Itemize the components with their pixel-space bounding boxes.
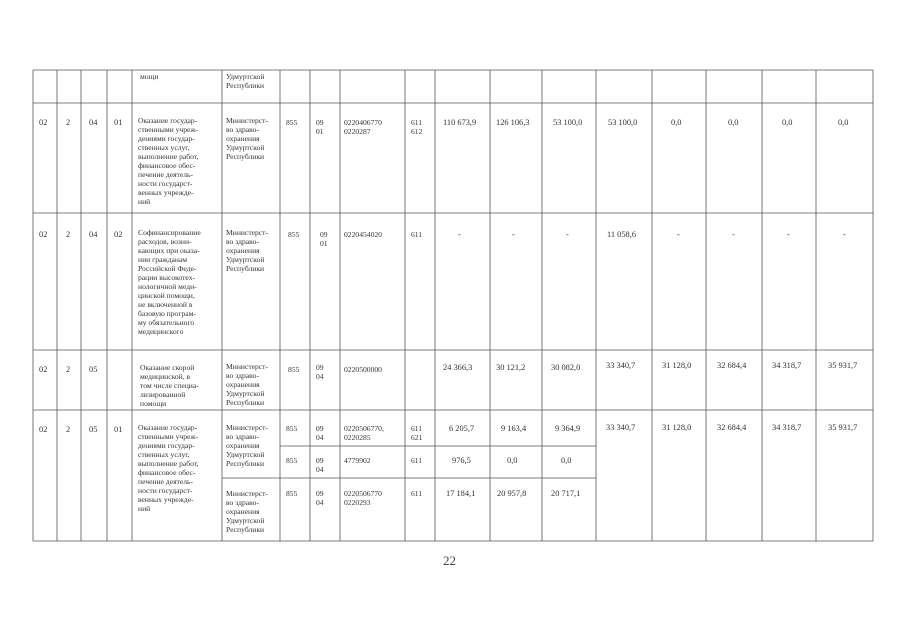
cell-code-3: 05	[89, 425, 98, 434]
cell-value: 30 121,2	[496, 363, 526, 372]
cell-code-1: 02	[39, 118, 48, 127]
cell-value: 20 717,1	[551, 489, 581, 498]
cell-value: -	[566, 230, 569, 239]
cell-value: 110 673,9	[443, 118, 477, 127]
cell-code-4: 01	[114, 118, 123, 127]
cell-vr: 611 621	[411, 424, 423, 442]
cell-name: Оказание государ- ственными учреж- дениями государ- ственных услуг, выполнение работ, финансовое обес- печение деятель- ности государст- венных учрежде- ний	[138, 423, 199, 513]
cell-value: 32 684,4	[717, 423, 747, 432]
cell-executor: Министерст- во здраво- охранения Удмуртской Республики	[226, 489, 269, 534]
cell-value: 34 318,7	[772, 361, 802, 370]
cell-value: 6 205,7	[449, 424, 475, 433]
cell-vr: 611	[411, 489, 423, 498]
cell-rzpr: 09 01	[320, 230, 328, 248]
cell-rzpr: 09 04	[316, 424, 324, 442]
cell-code-2: 2	[66, 425, 71, 434]
cell-code-3: 05	[89, 365, 98, 374]
cell-rzpr: 09 01	[316, 118, 324, 136]
cell-code-1: 02	[39, 230, 48, 239]
cell-value: 11 058,6	[607, 230, 637, 239]
cell-value: 31 128,0	[662, 361, 692, 370]
cell-grbs: 855	[288, 365, 300, 374]
cell-code-1: 02	[39, 425, 48, 434]
cell-value: 53 100,0	[608, 118, 638, 127]
cell-executor: Удмуртской Республики	[226, 72, 265, 90]
cell-value: 9 364,9	[555, 424, 581, 433]
cell-name: Оказание государ- ственными учреж- дениями государ- ственных услуг, выполнение работ, финансовое обес- печение деятель- ности государст- венных учрежде- ний	[138, 116, 199, 206]
cell-code-3: 04	[89, 118, 98, 127]
cell-rzpr: 09 04	[316, 363, 324, 381]
cell-name: мощи	[140, 72, 159, 81]
cell-code-4: 01	[114, 425, 123, 434]
cell-value: 35 931,7	[828, 423, 858, 432]
cell-rzpr: 09 04	[316, 456, 324, 474]
cell-grbs: 855	[286, 424, 298, 433]
cell-value: -	[677, 230, 680, 239]
cell-executor: Министерст- во здраво- охранения Удмуртской Республики	[226, 116, 269, 161]
cell-executor: Министерст- во здраво- охранения Удмуртской Республики	[226, 362, 269, 407]
cell-value: 33 340,7	[606, 423, 636, 432]
cell-value: -	[512, 230, 515, 239]
cell-csr: 0220506770, 0220285	[344, 424, 384, 442]
cell-csr: 0220500000	[344, 365, 382, 374]
cell-value: 0,0	[838, 118, 849, 127]
cell-rzpr: 09 04	[316, 489, 324, 507]
cell-code-4: 02	[114, 230, 123, 239]
cell-value: 24 366,3	[443, 363, 473, 372]
cell-vr: 611 612	[411, 118, 423, 136]
cell-code-2: 2	[66, 365, 71, 374]
cell-grbs: 855	[286, 489, 298, 498]
cell-value: 30 082,0	[551, 363, 581, 372]
cell-csr: 0220454020	[344, 230, 382, 239]
cell-grbs: 855	[286, 118, 298, 127]
cell-value: -	[843, 230, 846, 239]
cell-value: 0,0	[728, 118, 739, 127]
cell-code-2: 2	[66, 230, 71, 239]
cell-code-1: 02	[39, 365, 48, 374]
cell-value: 0,0	[782, 118, 793, 127]
cell-vr: 611	[411, 230, 423, 239]
cell-vr: 611	[411, 456, 423, 465]
cell-code-2: 2	[66, 118, 71, 127]
cell-value: -	[732, 230, 735, 239]
cell-executor: Министерст- во здраво- охранения Удмуртской Республики	[226, 228, 269, 273]
cell-value: 0,0	[671, 118, 682, 127]
cell-grbs: 855	[288, 230, 300, 239]
cell-code-3: 04	[89, 230, 98, 239]
cell-value: 32 684,4	[717, 361, 747, 370]
cell-value: 126 106,3	[496, 118, 530, 127]
cell-value: 0,0	[561, 456, 572, 465]
cell-value: 9 163,4	[501, 424, 527, 433]
cell-value: 17 184,1	[446, 489, 476, 498]
cell-value: 31 128,0	[662, 423, 692, 432]
cell-csr: 4779902	[344, 456, 371, 465]
cell-value: 34 318,7	[772, 423, 802, 432]
cell-csr: 0220506770 0220293	[344, 489, 382, 507]
cell-value: 33 340,7	[606, 361, 636, 370]
cell-csr: 0220406770 0220287	[344, 118, 382, 136]
cell-value: 53 100,0	[553, 118, 583, 127]
cell-name: Оказание скорой медицинской, в том числе специа- лизированной помощи	[140, 363, 199, 408]
cell-executor: Министерст- во здраво- охранения Удмуртской Республики	[226, 423, 269, 468]
cell-value: -	[787, 230, 790, 239]
cell-value: 35 931,7	[828, 361, 858, 370]
cell-value: 976,5	[452, 456, 471, 465]
page-number: 22	[443, 553, 456, 568]
cell-name: Софинансирование расходов, возни- кающих при оказа- нии гражданам Российской Феде- рации высокотех- нологичной меди- цинской помощи, не включенной в базовую програм- му обязательного медицинского	[138, 228, 201, 336]
cell-value: -	[458, 230, 461, 239]
cell-grbs: 855	[286, 456, 298, 465]
cell-value: 0,0	[507, 456, 518, 465]
cell-value: 20 957,8	[497, 489, 527, 498]
